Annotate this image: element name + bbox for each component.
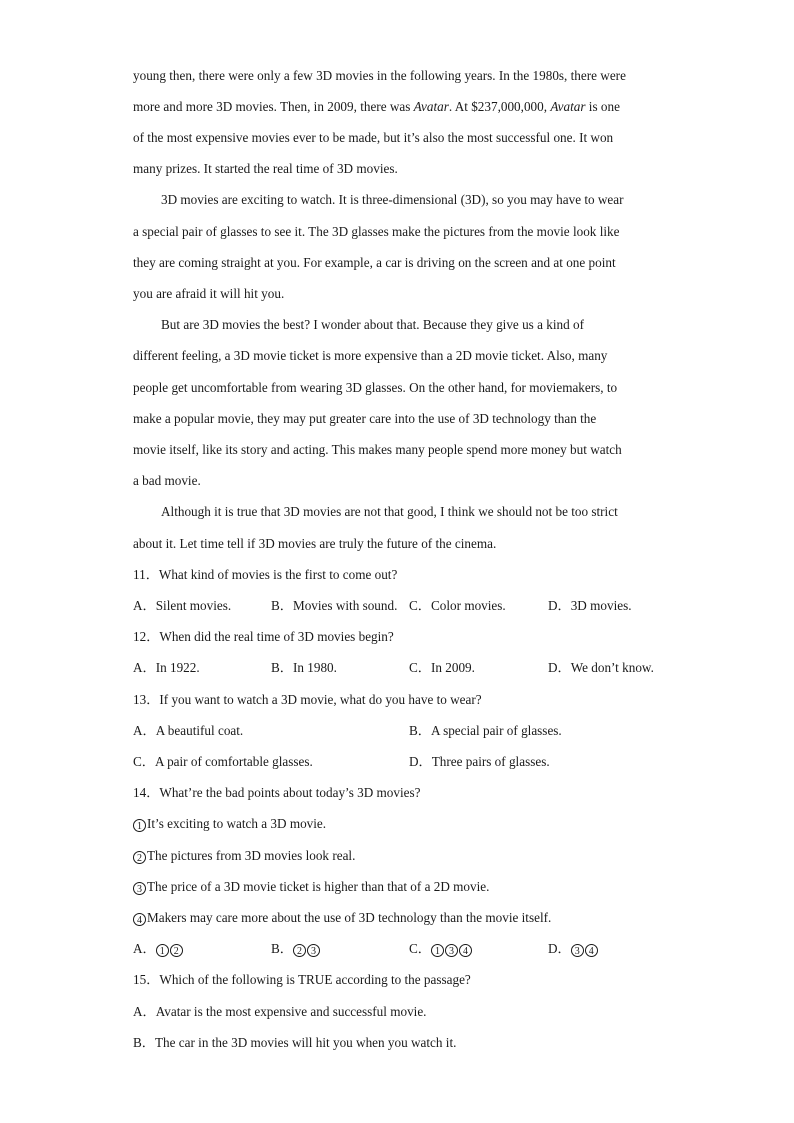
passage-text: . At $237,000,000, [448, 99, 551, 114]
passage-line: you are afraid it will hit you. [133, 286, 285, 301]
statement-text: The price of a 3D movie ticket is higher than that of a 2D movie. [147, 879, 490, 894]
option-a[interactable]: A．A beautiful coat. [133, 723, 244, 738]
option-d[interactable]: D．3D movies. [548, 598, 632, 613]
passage-line: a special pair of glasses to see it. The 3D glasses make the pictures from the movie look like [133, 224, 620, 239]
circled-number: 4 [459, 944, 472, 957]
question-stem: 14．What’re the bad points about today’s 3D movies? [133, 785, 421, 800]
option-label: B． [271, 941, 293, 956]
statement-item [133, 910, 551, 926]
option-d[interactable]: D．Three pairs of glasses. [409, 754, 550, 769]
circled-number: 3 [445, 944, 458, 957]
circled-number: 2 [293, 944, 306, 957]
movie-title: Avatar [550, 99, 586, 114]
passage-line: many prizes. It started the real time of 3D movies. [133, 161, 398, 176]
circled-number: 1 [431, 944, 444, 957]
option-a[interactable]: A．Avatar is the most expensive and successful movie. [133, 1004, 427, 1019]
option-b[interactable] [271, 941, 321, 957]
question-stem: 15．Which of the following is TRUE according to the passage? [133, 972, 471, 987]
option-d[interactable] [548, 941, 599, 957]
circled-number: 1 [133, 819, 146, 832]
option-b[interactable]: B．A special pair of glasses. [409, 723, 562, 738]
circled-number: 4 [133, 913, 146, 926]
circled-number: 3 [571, 944, 584, 957]
option-a[interactable]: A．Silent movies. [133, 598, 232, 613]
option-b[interactable]: B．In 1980. [271, 660, 337, 675]
circled-number: 1 [156, 944, 169, 957]
passage-line: young then, there were only a few 3D movies in the following years. In the 1980s, there were [133, 68, 626, 83]
option-a[interactable]: A．In 1922. [133, 660, 200, 675]
statement-text: It’s exciting to watch a 3D movie. [147, 816, 327, 831]
passage-line: a bad movie. [133, 473, 201, 488]
passage-line: 3D movies are exciting to watch. It is three-dimensional (3D), so you may have to wear [161, 192, 624, 207]
option-c[interactable]: C．Color movies. [409, 598, 506, 613]
passage-line: about it. Let time tell if 3D movies are truly the future of the cinema. [133, 536, 497, 551]
option-c[interactable]: C．A pair of comfortable glasses. [133, 754, 313, 769]
passage-text: is one [585, 99, 620, 114]
option-c[interactable]: C．In 2009. [409, 660, 475, 675]
passage-line: of the most expensive movies ever to be made, but it’s also the most successful one. It won [133, 130, 614, 145]
statement-item [133, 879, 489, 895]
passage-text: more and more 3D movies. Then, in 2009, there was [133, 99, 414, 114]
passage-line: people get uncomfortable from wearing 3D glasses. On the other hand, for moviemakers, to [133, 380, 618, 395]
circled-number: 3 [307, 944, 320, 957]
question-stem: 13．If you want to watch a 3D movie, what do you have to wear? [133, 692, 482, 707]
passage-line: they are coming straight at you. For example, a car is driving on the screen and at one point [133, 255, 616, 270]
statement-text: The pictures from 3D movies look real. [147, 848, 356, 863]
passage-line: different feeling, a 3D movie ticket is more expensive than a 2D movie ticket. Also, many [133, 348, 608, 363]
statement-item [133, 848, 355, 864]
passage-line: Although it is true that 3D movies are not that good, I think we should not be too strict [161, 504, 618, 519]
circled-number: 2 [133, 851, 146, 864]
passage-line: make a popular movie, they may put greater care into the use of 3D technology than the [133, 411, 597, 426]
circled-number: 4 [585, 944, 598, 957]
option-label: C． [409, 941, 431, 956]
option-d[interactable]: D．We don’t know. [548, 660, 654, 675]
option-label: D． [548, 941, 571, 956]
statement-item [133, 816, 326, 832]
option-b[interactable]: B．The car in the 3D movies will hit you when you watch it. [133, 1035, 457, 1050]
option-a[interactable] [133, 941, 184, 957]
passage-line: movie itself, like its story and acting. This makes many people spend more money but watch [133, 442, 622, 457]
circled-number: 3 [133, 882, 146, 895]
passage-line [133, 99, 620, 115]
option-c[interactable] [409, 941, 473, 957]
question-stem: 12．When did the real time of 3D movies begin? [133, 629, 394, 644]
option-b[interactable]: B．Movies with sound. [271, 598, 398, 613]
passage-line: But are 3D movies the best? I wonder about that. Because they give us a kind of [161, 317, 584, 332]
circled-number: 2 [170, 944, 183, 957]
statement-text: Makers may care more about the use of 3D technology than the movie itself. [147, 910, 552, 925]
movie-title: Avatar [413, 99, 449, 114]
option-label: A． [133, 941, 156, 956]
question-stem: 11．What kind of movies is the first to come out? [133, 567, 398, 582]
